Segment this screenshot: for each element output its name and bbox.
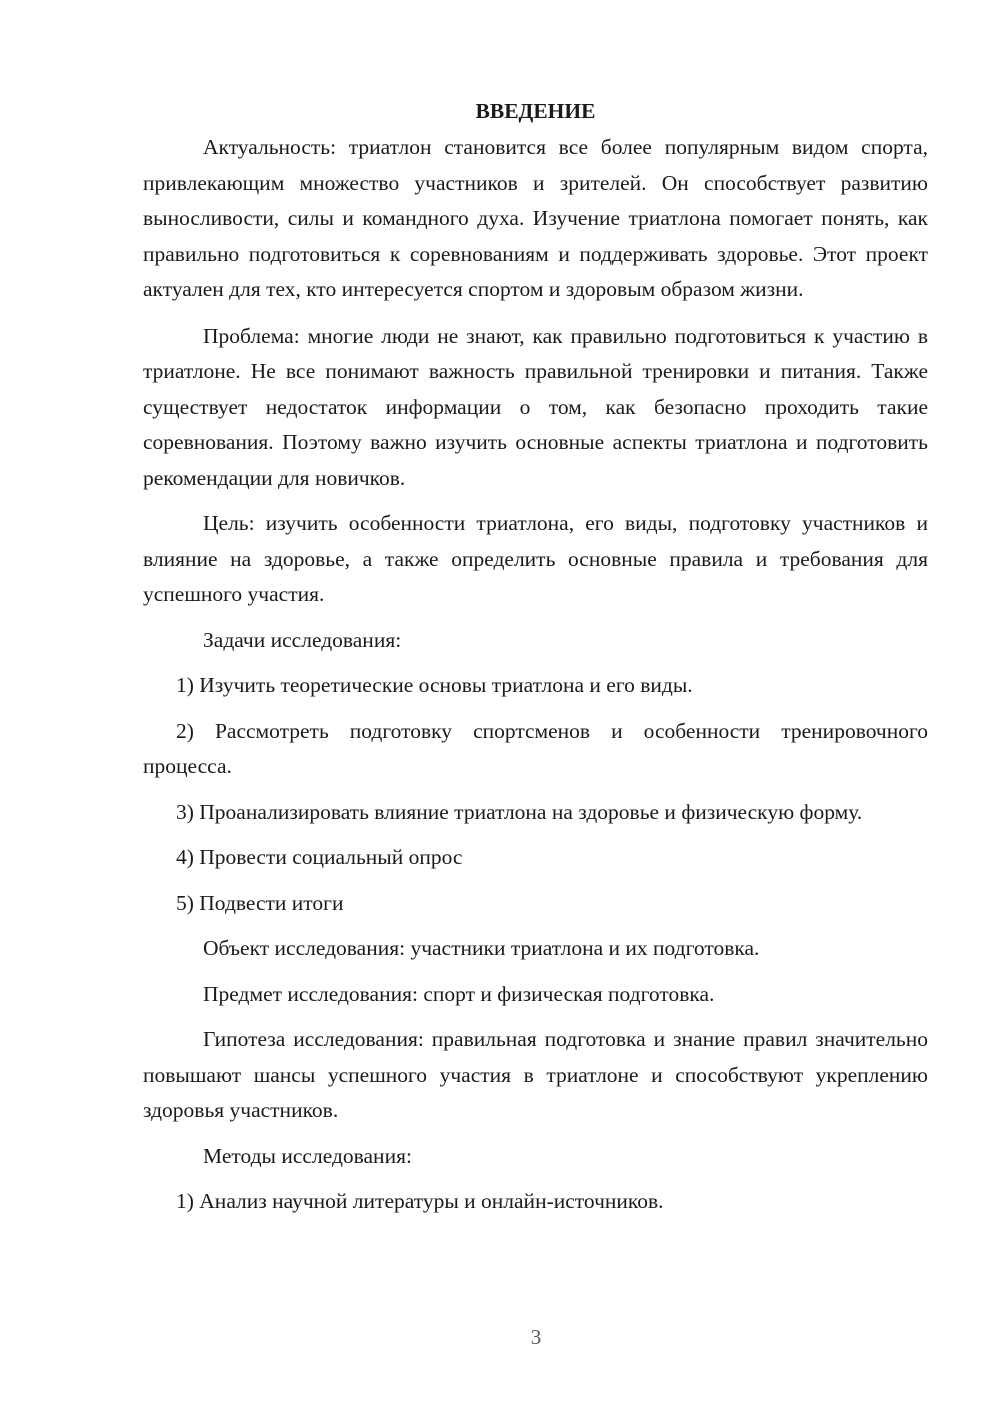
section-title: ВВЕДЕНИЕ [475, 99, 596, 123]
paragraph-goal: Цель: изучить особенности триатлона, его виды, подготовку участников и влияние на здоровье, а также определить основные правила и требования для успешного участия. [143, 511, 928, 606]
document-page [143, 96, 928, 1220]
methods-heading: Методы исследования: [203, 1143, 412, 1168]
task-item-3: 3) Проанализировать влияние триатлона на здоровье и физическую форму. [176, 799, 863, 824]
task-item-5: 5) Подвести итоги [176, 890, 344, 915]
task-item-4: 4) Провести социальный опрос [176, 845, 463, 869]
page-number: 3 [530, 1325, 542, 1349]
paragraph-subject: Предмет исследования: спорт и физическая подготовка. [203, 981, 715, 1006]
task-item-1: 1) Изучить теоретические основы триатлона и его виды. [176, 673, 693, 697]
paragraph-relevance: Актуальность: триатлон становится все более популярным видом спорта, привлекающим множество участников и зрителей. Он способствует развитию выносливости, силы и командного духа. Изучение триатлона помогает понять, как правильно подготовиться к соревнованиям и поддерживать здоровье. Этот проект актуален для тех, кто интересуется спортом и здоровым образом жизни. [143, 135, 928, 301]
method-item-1: 1) Анализ научной литературы и онлайн-источников. [176, 1189, 664, 1213]
tasks-heading: Задачи исследования: [203, 627, 402, 652]
paragraph-object: Объект исследования: участники триатлона и их подготовка. [203, 936, 760, 960]
paragraph-problem: Проблема: многие люди не знают, как правильно подготовиться к участию в триатлоне. Не все понимают важность правильной тренировки и питания. Также существует недостаток информации о том, как безопасно проходить такие соревнования. Поэтому важно изучить основные аспекты триатлона и подготовить рекомендации для новичков. [143, 323, 928, 490]
task-item-2: 2) Рассмотреть подготовку спортсменов и особенности тренировочного процесса. [143, 718, 928, 778]
paragraph-hypothesis: Гипотеза исследования: правильная подготовка и знание правил значительно повышают шансы успешного участия в триатлоне и способствуют укреплению здоровья участников. [143, 1027, 928, 1122]
